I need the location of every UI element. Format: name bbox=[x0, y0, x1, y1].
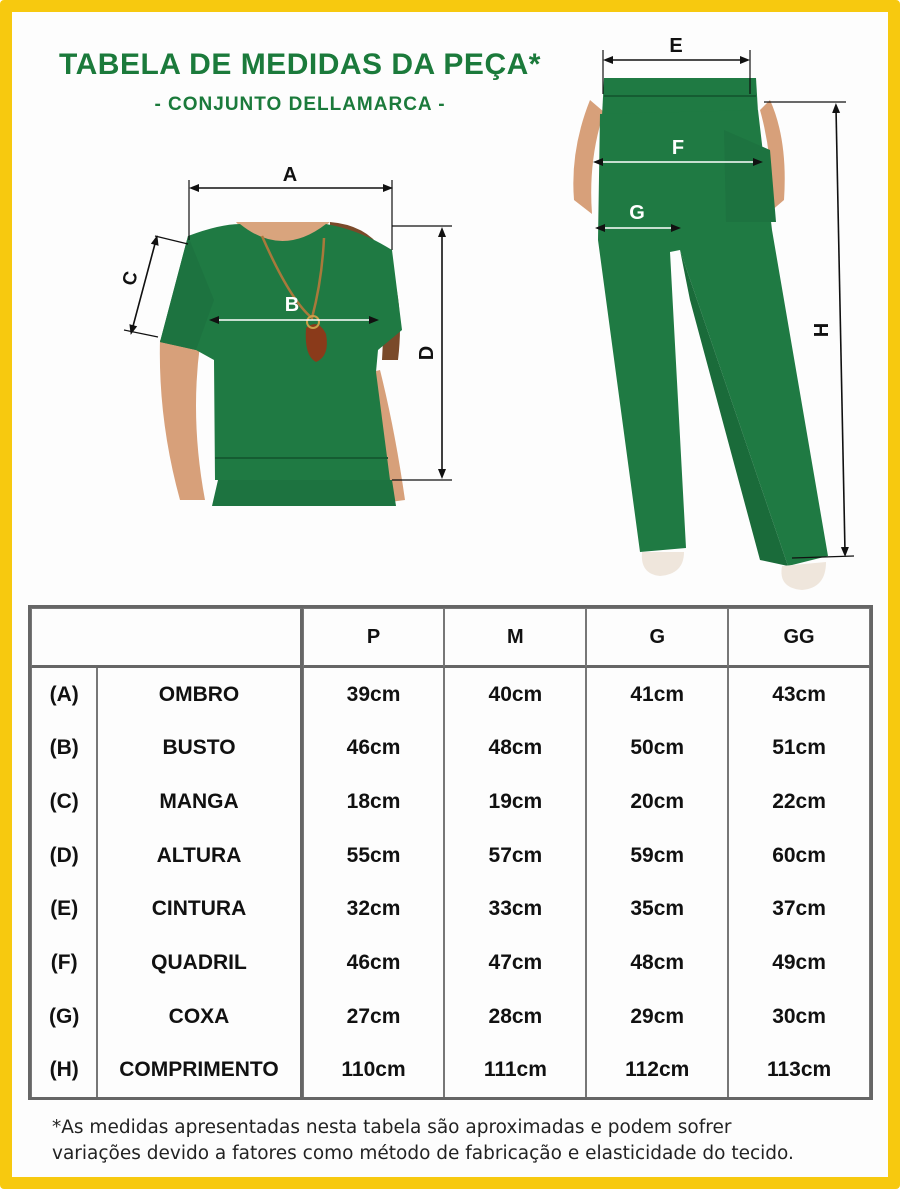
page-subtitle: - CONJUNTO DELLAMARCA - bbox=[154, 94, 446, 115]
size-header-gg: GG bbox=[728, 608, 870, 668]
label-g: G bbox=[629, 202, 645, 224]
page-title: TABELA DE MEDIDAS DA PEÇA* bbox=[59, 48, 541, 81]
size-table bbox=[28, 605, 873, 1100]
size-header-p: P bbox=[303, 608, 445, 668]
cell-value: 48cm bbox=[586, 936, 728, 990]
cell-value: 35cm bbox=[586, 883, 728, 937]
cell-value: 46cm bbox=[303, 936, 445, 990]
cell-value: 51cm bbox=[728, 722, 870, 776]
cell-value: 59cm bbox=[586, 829, 728, 883]
cell-value: 113cm bbox=[728, 1043, 870, 1097]
disclaimer-line-2: variações devido a fatores como método de fabricação e elasticidade do tecido. bbox=[52, 1143, 794, 1164]
row-code: (C) bbox=[31, 775, 97, 829]
label-c: C bbox=[118, 269, 143, 288]
tshirt-figure bbox=[119, 164, 452, 506]
table-row bbox=[31, 883, 870, 937]
table-row bbox=[31, 990, 870, 1044]
label-h: H bbox=[811, 322, 833, 338]
label-a: A bbox=[282, 164, 298, 186]
row-code: (F) bbox=[31, 936, 97, 990]
disclaimer-line-1: *As medidas apresentadas nesta tabela são aproximadas e podem sofrer bbox=[52, 1117, 732, 1138]
cell-value: 39cm bbox=[303, 668, 445, 722]
table-corner-cell bbox=[31, 608, 303, 668]
label-d: D bbox=[416, 345, 438, 361]
row-name: ALTURA bbox=[97, 829, 302, 883]
row-code: (E) bbox=[31, 883, 97, 937]
cell-value: 43cm bbox=[728, 668, 870, 722]
label-f: F bbox=[671, 137, 685, 159]
row-name: COXA bbox=[97, 990, 302, 1044]
table-row bbox=[31, 936, 870, 990]
cell-value: 57cm bbox=[444, 829, 586, 883]
table-row bbox=[31, 722, 870, 776]
cell-value: 30cm bbox=[728, 990, 870, 1044]
cell-value: 50cm bbox=[586, 722, 728, 776]
table-row bbox=[31, 1043, 870, 1097]
table-header-row bbox=[31, 608, 870, 668]
cell-value: 20cm bbox=[586, 775, 728, 829]
cell-value: 41cm bbox=[586, 668, 728, 722]
cell-value: 49cm bbox=[728, 936, 870, 990]
size-header-m: M bbox=[444, 608, 586, 668]
cell-value: 33cm bbox=[444, 883, 586, 937]
row-name: COMPRIMENTO bbox=[97, 1043, 302, 1097]
cell-value: 18cm bbox=[303, 775, 445, 829]
row-code: (H) bbox=[31, 1043, 97, 1097]
cell-value: 19cm bbox=[444, 775, 586, 829]
cell-value: 27cm bbox=[303, 990, 445, 1044]
row-code: (D) bbox=[31, 829, 97, 883]
cell-value: 55cm bbox=[303, 829, 445, 883]
label-e: E bbox=[669, 35, 683, 57]
table-row bbox=[31, 668, 870, 722]
cell-value: 46cm bbox=[303, 722, 445, 776]
cell-value: 29cm bbox=[586, 990, 728, 1044]
cell-value: 110cm bbox=[303, 1043, 445, 1097]
cell-value: 47cm bbox=[444, 936, 586, 990]
table-row bbox=[31, 775, 870, 829]
row-name: QUADRIL bbox=[97, 936, 302, 990]
row-code: (A) bbox=[31, 668, 97, 722]
cell-value: 111cm bbox=[444, 1043, 586, 1097]
size-header-g: G bbox=[586, 608, 728, 668]
row-name: OMBRO bbox=[97, 668, 302, 722]
row-name: MANGA bbox=[97, 775, 302, 829]
cell-value: 32cm bbox=[303, 883, 445, 937]
cell-value: 28cm bbox=[444, 990, 586, 1044]
row-code: (B) bbox=[31, 722, 97, 776]
row-name: BUSTO bbox=[97, 722, 302, 776]
label-b: B bbox=[284, 294, 300, 316]
cell-value: 112cm bbox=[586, 1043, 728, 1097]
cell-value: 22cm bbox=[728, 775, 870, 829]
cell-value: 37cm bbox=[728, 883, 870, 937]
disclaimer-note bbox=[52, 1115, 872, 1167]
row-code: (G) bbox=[31, 990, 97, 1044]
cell-value: 40cm bbox=[444, 668, 586, 722]
table-row bbox=[31, 829, 870, 883]
cell-value: 48cm bbox=[444, 722, 586, 776]
pants-figure bbox=[573, 35, 854, 590]
cell-value: 60cm bbox=[728, 829, 870, 883]
row-name: CINTURA bbox=[97, 883, 302, 937]
